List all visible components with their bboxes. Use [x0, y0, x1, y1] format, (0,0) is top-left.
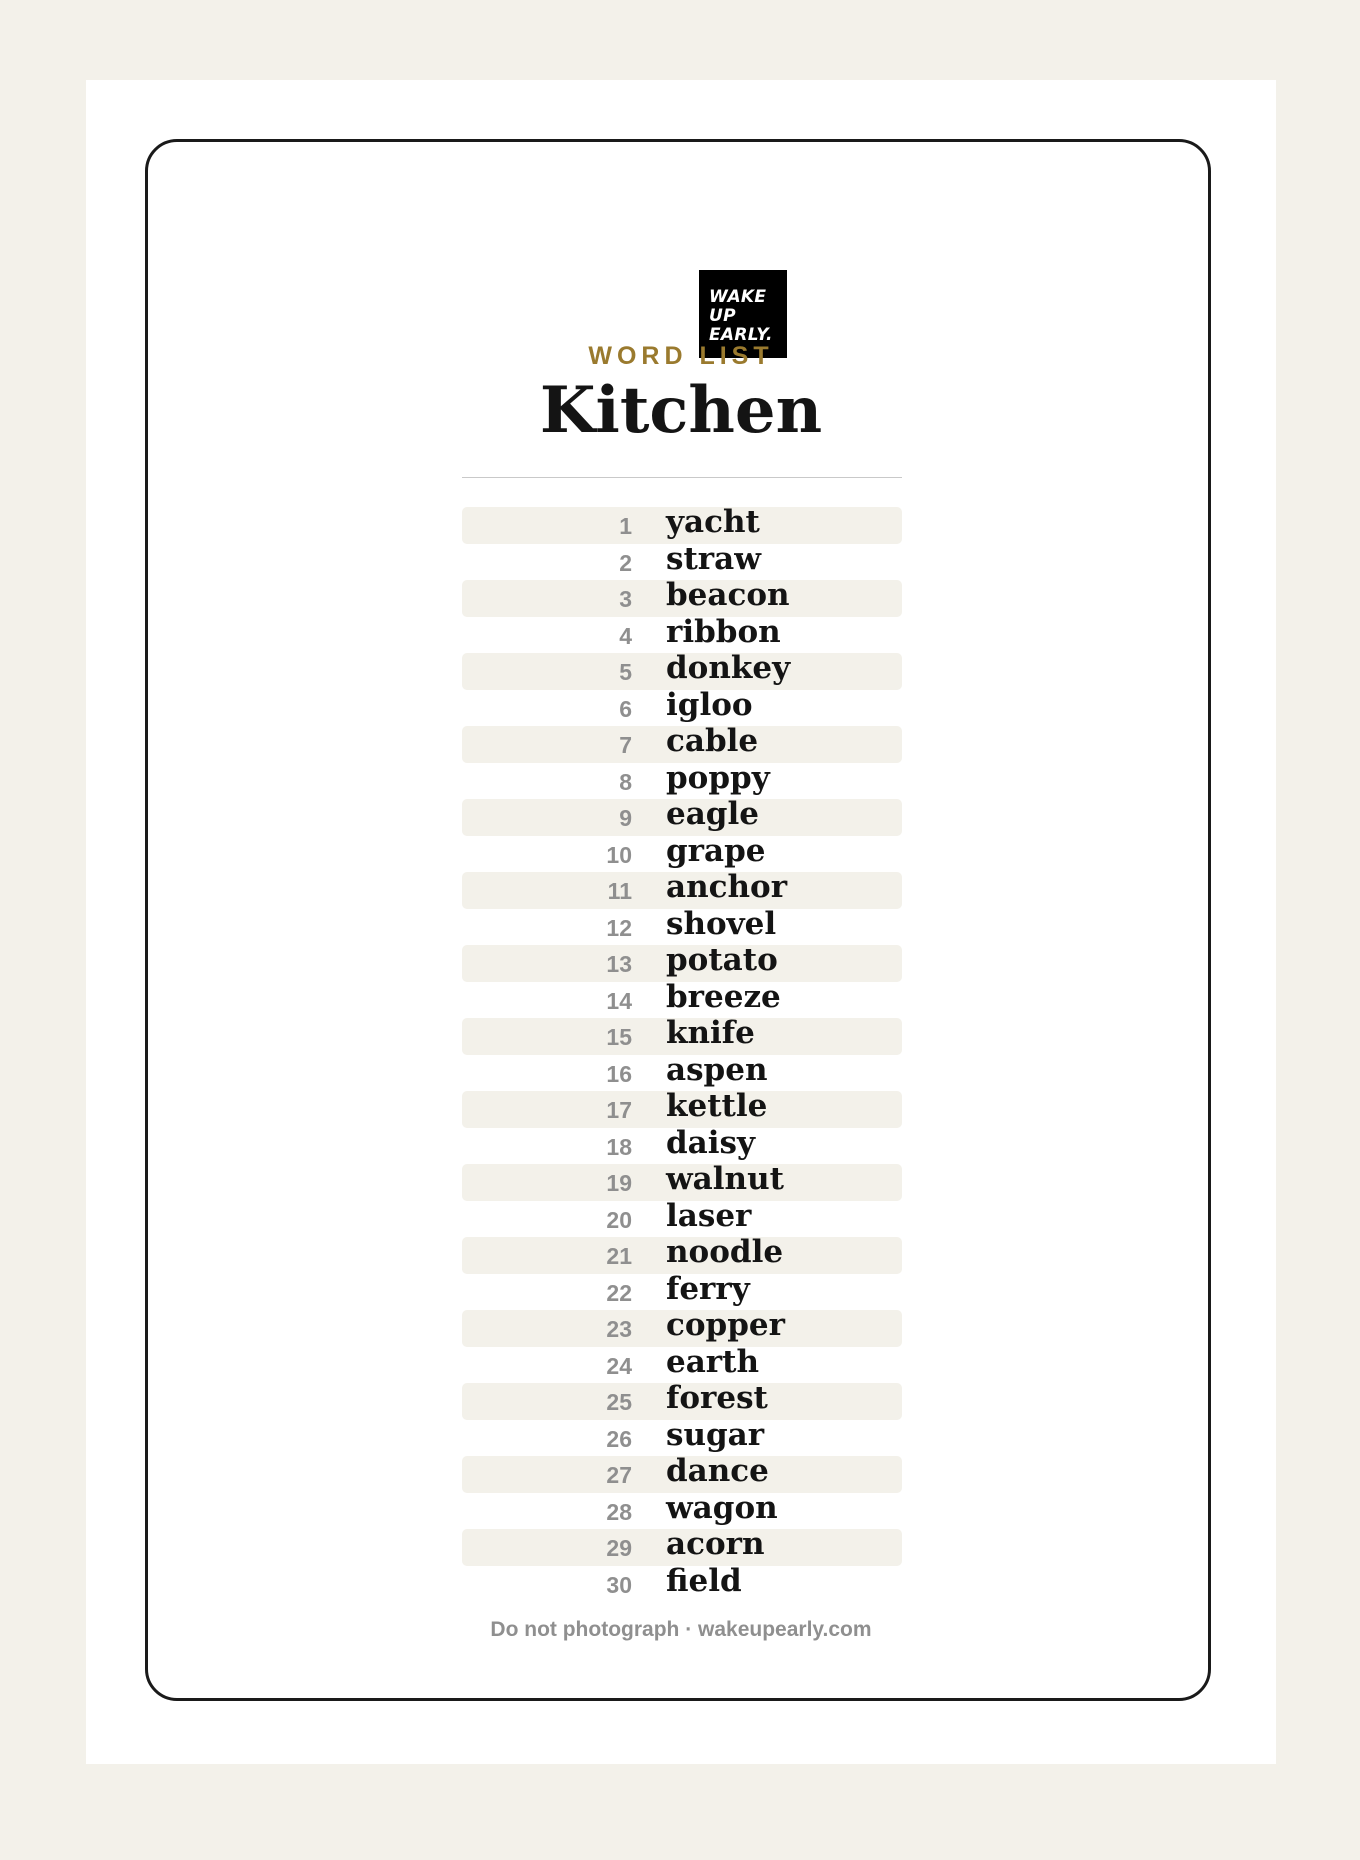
word-list-card: [145, 139, 1211, 1701]
list-item: [462, 1015, 902, 1055]
word-text: beacon: [666, 577, 790, 613]
list-item: [462, 796, 902, 836]
list-item: [462, 1416, 902, 1457]
word-number: 12: [606, 914, 632, 941]
word-text: breeze: [666, 978, 781, 1015]
list-item: [462, 686, 902, 727]
list-item: [462, 723, 902, 763]
word-text: eagle: [666, 796, 759, 832]
word-number: 9: [619, 805, 632, 831]
list-item: [462, 650, 902, 690]
word-number: 25: [606, 1389, 632, 1415]
word-number: 23: [606, 1316, 632, 1342]
word-number: 17: [606, 1097, 632, 1123]
word-list: [462, 504, 902, 1602]
title-divider: [462, 477, 902, 478]
word-text: donkey: [666, 650, 791, 686]
list-item: [462, 942, 902, 982]
word-number: 22: [606, 1279, 632, 1306]
word-number: 7: [619, 732, 632, 758]
word-text: sugar: [666, 1416, 765, 1453]
word-number: 18: [606, 1133, 632, 1160]
list-item: [462, 1234, 902, 1274]
word-number: 5: [619, 659, 632, 685]
word-number: 26: [606, 1425, 632, 1452]
word-number: 14: [606, 987, 632, 1014]
word-text: aspen: [666, 1051, 768, 1088]
word-text: knife: [666, 1015, 755, 1051]
word-number: 21: [606, 1243, 632, 1269]
word-number: 13: [606, 951, 632, 977]
word-text: earth: [666, 1343, 759, 1380]
list-item: [462, 1343, 902, 1384]
word-number: 30: [606, 1571, 632, 1598]
list-item: [462, 1197, 902, 1238]
list-item: [462, 1124, 902, 1165]
list-item: [462, 905, 902, 946]
list-item: [462, 1526, 902, 1566]
list-item: [462, 759, 902, 800]
word-number: 2: [619, 549, 632, 576]
word-number: 19: [606, 1170, 632, 1196]
word-number: 8: [619, 768, 632, 795]
word-number: 28: [606, 1498, 632, 1525]
word-text: wagon: [666, 1489, 778, 1526]
list-item: [462, 832, 902, 873]
list-item: [462, 504, 902, 544]
word-number: 15: [606, 1024, 632, 1050]
list-item: [462, 869, 902, 909]
list-item: [462, 577, 902, 617]
word-text: laser: [666, 1197, 752, 1234]
section-eyebrow: WORD LIST: [588, 342, 774, 370]
word-text: straw: [666, 540, 761, 577]
word-number: 16: [606, 1060, 632, 1087]
word-text: igloo: [666, 686, 753, 723]
word-text: daisy: [666, 1124, 756, 1161]
word-text: field: [666, 1562, 742, 1599]
list-item: [462, 540, 902, 581]
word-number: 10: [606, 841, 632, 868]
word-number: 6: [619, 695, 632, 722]
word-list-sheet: [86, 80, 1276, 1764]
list-item: [462, 1161, 902, 1201]
word-number: 27: [606, 1462, 632, 1488]
logo-text-line-2: UP: [709, 306, 736, 326]
word-text: yacht: [666, 504, 760, 540]
list-item: [462, 1270, 902, 1311]
word-text: ferry: [666, 1270, 750, 1307]
logo-text-line-1: WAKE: [709, 287, 767, 307]
page-title: Kitchen: [539, 373, 823, 448]
logo-text-line-3: EARLY.: [709, 325, 773, 345]
list-item: [462, 1489, 902, 1530]
list-item: [462, 613, 902, 654]
list-item: [462, 1453, 902, 1493]
word-text: kettle: [666, 1088, 768, 1124]
list-item: [462, 1088, 902, 1128]
word-text: forest: [666, 1380, 768, 1416]
word-number: 29: [606, 1535, 632, 1561]
word-text: poppy: [666, 759, 770, 796]
word-text: shovel: [666, 905, 777, 942]
word-number: 20: [606, 1206, 632, 1233]
word-text: grape: [666, 832, 766, 869]
word-number: 1: [619, 513, 632, 539]
word-text: ribbon: [666, 613, 781, 650]
word-text: anchor: [666, 869, 788, 905]
word-text: noodle: [666, 1234, 784, 1270]
list-item: [462, 1562, 902, 1603]
word-text: dance: [666, 1453, 769, 1489]
list-item: [462, 1051, 902, 1092]
list-item: [462, 1307, 902, 1347]
list-item: [462, 1380, 902, 1420]
footer-note: Do not photograph · wakeupearly.com: [490, 1618, 872, 1641]
word-number: 11: [607, 878, 632, 904]
word-number: 24: [606, 1352, 632, 1379]
word-number: 4: [619, 622, 632, 649]
list-item: [462, 978, 902, 1019]
word-text: acorn: [666, 1526, 765, 1562]
word-text: walnut: [666, 1161, 784, 1197]
word-number: 3: [619, 586, 632, 612]
word-text: potato: [666, 942, 778, 978]
word-text: copper: [666, 1307, 785, 1343]
word-text: cable: [666, 723, 759, 759]
